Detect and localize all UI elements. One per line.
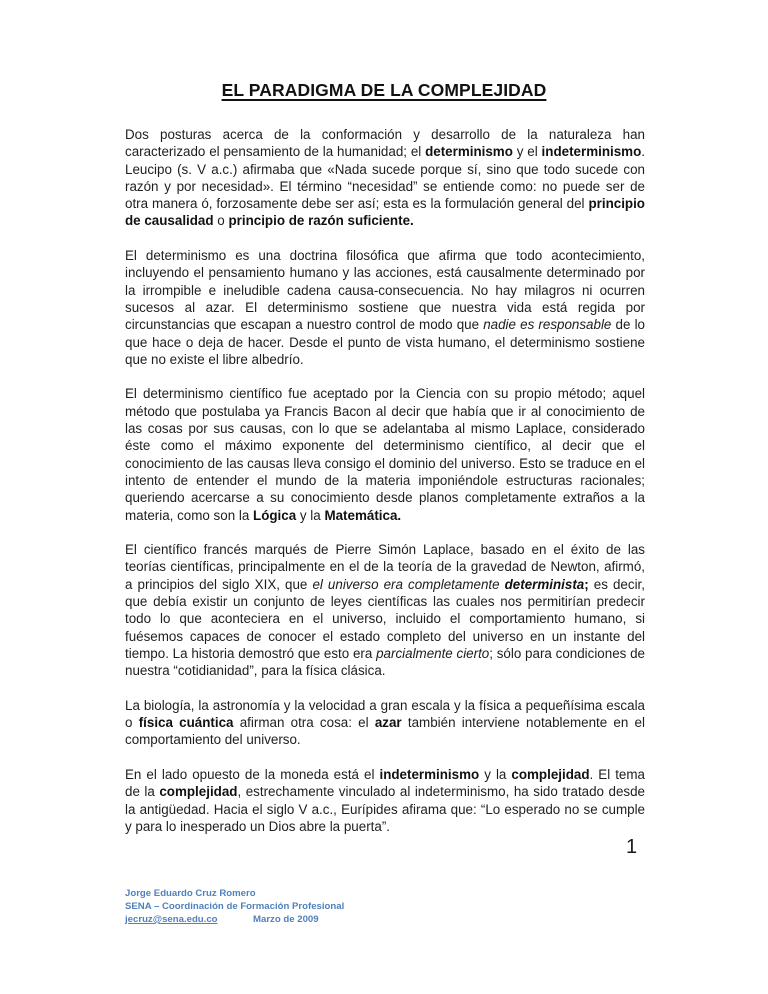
page-title: EL PARADIGMA DE LA COMPLEJIDAD: [221, 80, 547, 100]
paragraph: En el lado opuesto de la moneda está el indeterminismo y la complejidad. El tema de la complejidad, estrechamente vinculado al indeterminismo, ha sido tratado desde la antigüedad. Hacia el siglo V a.c., Eurípides afirama que: “Lo esperado no se cumple y para lo inesperado un Dios abre la puerta”.: [125, 766, 645, 834]
bold-term: indeterminismo: [541, 144, 642, 160]
paragraph: El científico francés marqués de Pierre Simón Laplace, basado en el éxito de las teorías científicas, principalmente en el de la teoría de la gravedad de Newton, afirmó, a principios del siglo XIX, que el universo era completamente determinista; es decir, que debía existir un conjunto de leyes científicas las cuales nos permitirían predecir todo lo que aconteciera en el universo, incluido el comportamiento humano, si fuésemos capaces de conocer el estado completo del universo en un instante del tiempo. La historia demostró que esto era parcialmente cierto; sólo para condiciones de nuestra “cotidianidad”, para la física clásica.: [125, 542, 645, 679]
bold-term: complejidad: [159, 784, 238, 800]
footer-date: Marzo de 2009: [253, 914, 319, 925]
page-footer: [125, 887, 344, 926]
bold-term: física cuántica: [138, 715, 234, 731]
footer-organization: SENA – Coordinación de Formación Profesional: [125, 901, 345, 912]
paragraph: La biología, la astronomía y la velocidad a gran escala y la física a pequeñísima escala o física cuántica afirman otra cosa: el azar también interviene notablemente en el comportamiento del universo.: [125, 697, 645, 748]
bold-term: ;: [584, 576, 589, 592]
bold-term: indeterminismo: [379, 766, 480, 782]
bold-term: Lógica: [253, 507, 297, 523]
footer-email-link[interactable]: jecruz@sena.edu.co: [125, 914, 218, 925]
paragraph: El determinismo científico fue aceptado por la Ciencia con su propio método; aquel método que postulaba ya Francis Bacon al decir que había que ir al conocimiento de las cosas por sus causas, con lo que se adelantaba al mismo Laplace, considerado éste como el máximo exponente del determinismo científico, al decir que el conocimiento de las causas lleva consigo el dominio del universo. Esto se traduce en el intento de entender el mundo de la materia imponiéndole estructuras racionales; queriendo acercarse a su conocimiento desde planos completamente extraños a la materia, como son la Lógica y la Matemática.: [125, 386, 645, 523]
footer-author: Jorge Eduardo Cruz Romero: [125, 888, 256, 899]
italic-phrase: parcialmente cierto: [376, 645, 490, 661]
bold-term: azar: [374, 715, 402, 731]
bold-term: principio de causalidad: [125, 196, 645, 229]
paragraph: El determinismo es una doctrina filosófica que afirma que todo acontecimiento, incluyendo el pensamiento humano y las acciones, está causalmente determinado por la irrompible e ineludible cadena causa-consecuencia. No hay milagros ni ocurren sucesos al azar. El determinismo sostiene que nuestra vida está regida por circunstancias que escapan a nuestro control de modo que nadie es responsable de lo que hace o deja de hacer. Desde el punto de vista humano, el determinismo sostiene que no existe el libre albedrío.: [125, 248, 645, 367]
bold-term: principio de razón suficiente.: [228, 213, 414, 229]
bold-term: determinista: [504, 576, 585, 592]
page-number: 1: [626, 836, 638, 858]
document-body: [125, 126, 645, 852]
italic-phrase: el universo era completamente: [312, 576, 505, 592]
italic-phrase: nadie es responsable: [483, 317, 612, 333]
paragraph: Dos posturas acerca de la conformación y desarrollo de la naturaleza han caracterizado el pensamiento de la humanidad; el determinismo y el indeterminismo. Leucipo (s. V a.c.) afirmaba que «Nada sucede porque sí, sino que todo sucede con razón y por necesidad». El término “necesidad” se entiende como: no puede ser de otra manera ó, forzosamente debe ser así; esta es la formulación general del principio de causalidad o principio de razón suficiente.: [125, 127, 645, 229]
footer-contact-line: [125, 913, 344, 926]
bold-term: Matemática.: [324, 507, 402, 523]
bold-term: complejidad: [511, 766, 590, 782]
bold-term: determinismo: [425, 144, 513, 160]
